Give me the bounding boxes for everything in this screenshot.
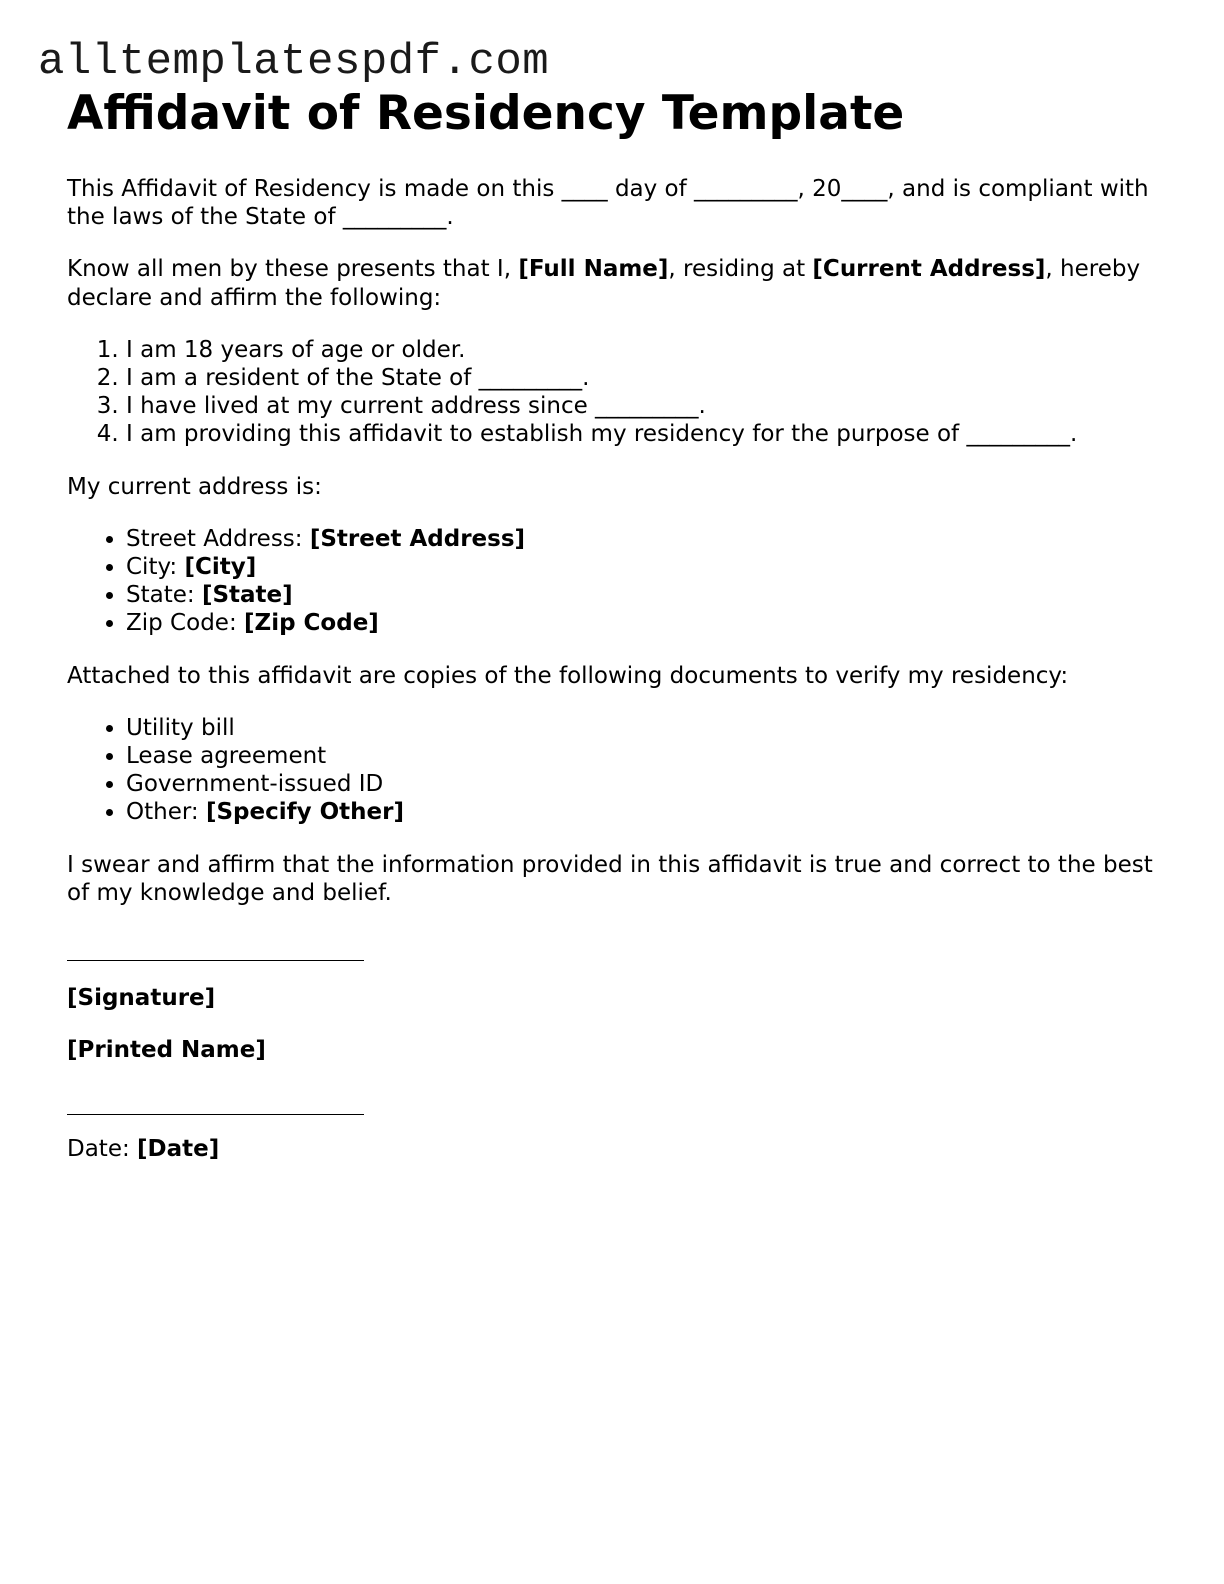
page-title: Affidavit of Residency Template xyxy=(67,86,905,141)
current-address-placeholder: [Current Address] xyxy=(812,256,1046,283)
date-line xyxy=(67,1135,1157,1163)
document-item-id: • Government-issued ID xyxy=(126,770,1157,798)
signature-label: [Signature] xyxy=(67,985,216,1012)
address-item-state: • State: [State] xyxy=(126,581,1157,609)
statement-item: 1. I am 18 years of age or older. xyxy=(126,336,1157,364)
address-item-street: • Street Address: [Street Address] xyxy=(126,525,1157,553)
statement-item: 2. I am a resident of the State of _________. xyxy=(126,364,1157,392)
statement-item: 3. I have lived at my current address since _________. xyxy=(126,392,1157,420)
date-signature-line xyxy=(67,1114,364,1115)
address-list xyxy=(67,525,1157,638)
full-name-placeholder: [Full Name] xyxy=(518,256,669,283)
declaration-lead: Know all men by these presents that I, xyxy=(67,256,519,283)
address-item-zip: • Zip Code: [Zip Code] xyxy=(126,609,1157,637)
document-page xyxy=(67,86,1157,1164)
statements-list xyxy=(67,336,1157,449)
statement-item: 4. I am providing this affidavit to establish my residency for the purpose of _________. xyxy=(126,420,1157,448)
intro-paragraph: This Affidavit of Residency is made on this ____ day of _________, 20____, and is compliant with the laws of the State of _________. xyxy=(67,176,1149,231)
watermark: alltemplatespdf.com xyxy=(38,37,550,87)
documents-heading: Attached to this affidavit are copies of the following documents to verify my residency: xyxy=(67,662,1069,689)
declaration-paragraph xyxy=(67,255,1157,311)
document-item-lease: • Lease agreement xyxy=(126,742,1157,770)
oath-paragraph: I swear and affirm that the information provided in this affidavit is true and correct to the best of my knowledge and belief. xyxy=(67,851,1153,906)
address-heading: My current address is: xyxy=(67,473,322,500)
address-item-city: • City: [City] xyxy=(126,553,1157,581)
declaration-tail: , hereby declare and affirm the following: xyxy=(67,256,1141,311)
document-item-other: • Other: [Specify Other] xyxy=(126,798,1157,826)
document-item-utility: • Utility bill xyxy=(126,714,1157,742)
documents-list xyxy=(67,714,1157,827)
date-label: Date: xyxy=(67,1136,138,1163)
signature-line xyxy=(67,960,364,961)
declaration-mid: , residing at xyxy=(668,256,813,283)
date-placeholder: [Date] xyxy=(137,1136,220,1163)
printed-name-label: [Printed Name] xyxy=(67,1037,266,1064)
